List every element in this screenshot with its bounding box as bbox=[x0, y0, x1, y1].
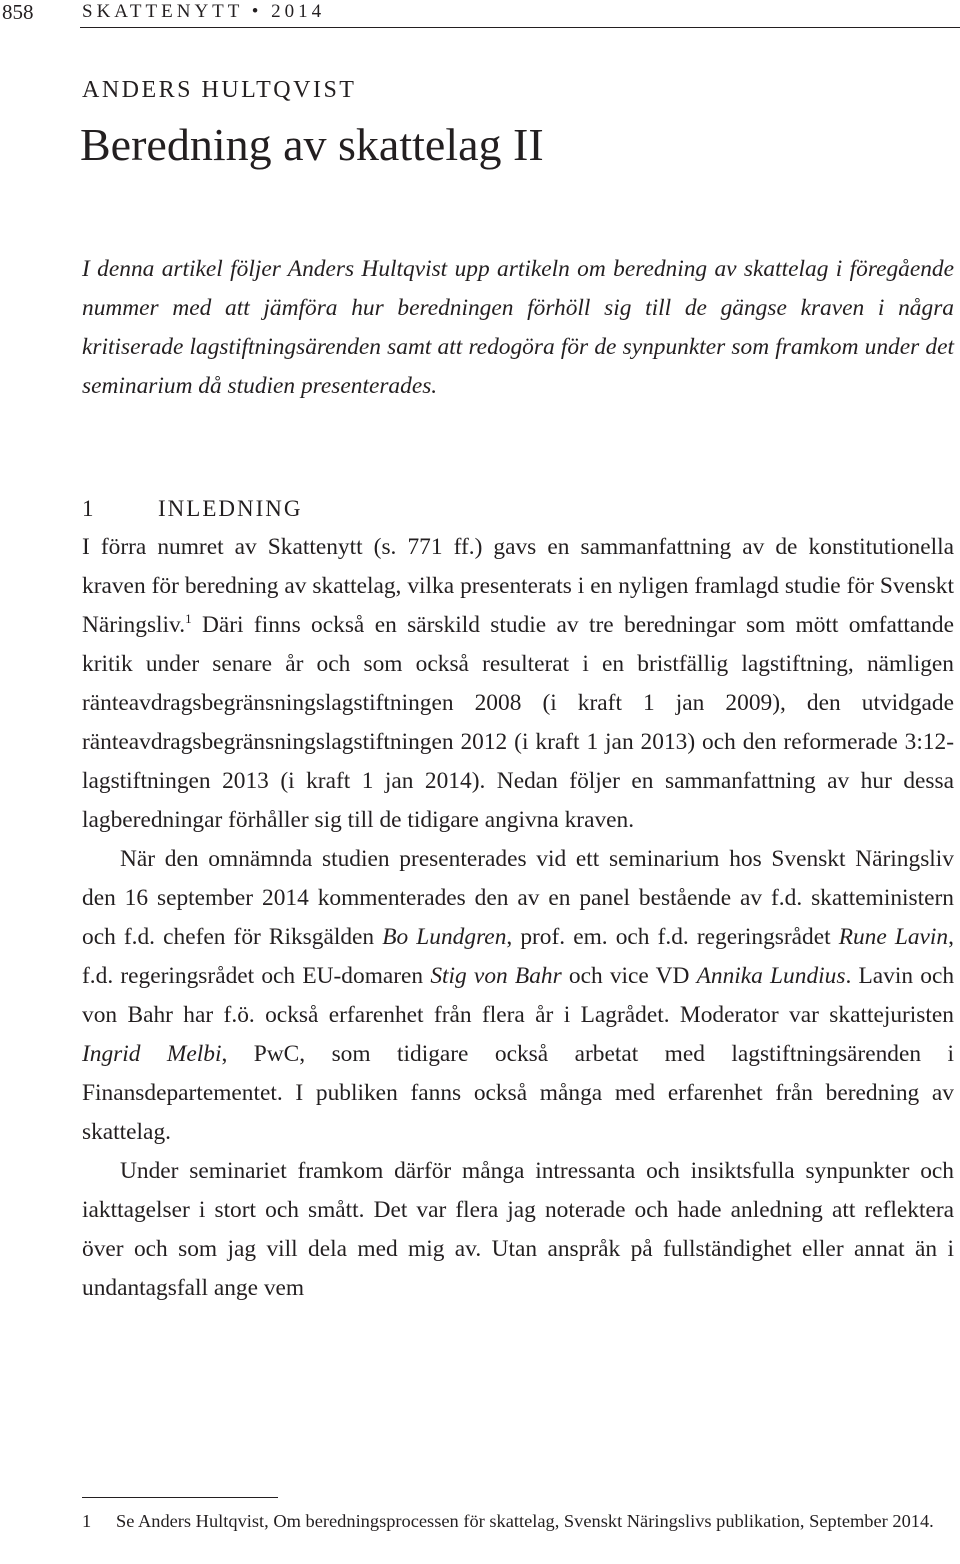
paragraph-1 bbox=[82, 528, 954, 840]
paragraph-1-part-a: I förra numret av Skattenytt (s. 771 ff.) gavs en sammanfattning av de konstitutionella kraven för beredning av skattelag, vilka presenterats i en nyligen framlagd studie för Svenskt Näringsliv. bbox=[82, 534, 954, 638]
paragraph-2-part-a: När den omnämnda studien presenterades vid ett seminarium hos Svenskt Näringsliv den 16 september 2014 kommenterades den av en panel bestående av f.d. skatteministern och f.d. chefen för Riksgälden bbox=[82, 846, 954, 950]
person-name-annika-lundius: Annika Lundius bbox=[696, 963, 846, 989]
page-number: 858 bbox=[2, 0, 34, 24]
section-heading bbox=[82, 489, 302, 528]
page-header bbox=[0, 0, 960, 26]
footnote-number: 1 bbox=[82, 1511, 92, 1531]
person-name-ingrid-melbi: Ingrid Melbi bbox=[82, 1041, 222, 1067]
article-title: Beredning av skattelag II bbox=[80, 119, 544, 170]
footnote-rule bbox=[82, 1497, 278, 1498]
section-title: INLEDNING bbox=[158, 496, 303, 521]
paragraph-3: Under seminariet framkom därför många intressanta och insiktsfulla synpunkter och iakttagelser i stort och smått. Det var flera jag noterade och hade anledning att reflektera över och som jag vill dela med mig av. Utan anspråk på fullständighet eller annat än i undantagsfall ange vem bbox=[82, 1158, 954, 1301]
article-abstract: I denna artikel följer Anders Hultqvist upp artikeln om beredning av skattelag i föregående nummer med att jämföra hur beredningen förhöll sig till de gängse kraven i några kritiserade lagstiftningsärenden samt att redogöra för de synpunkter som framkom under det seminarium då studien presenterades. bbox=[82, 256, 954, 399]
person-name-bo-lundgren: Bo Lundgren bbox=[382, 924, 507, 950]
footnote bbox=[82, 1505, 954, 1538]
paragraph-2-part-e: . Lavin och von Bahr har f.ö. också erfarenhet från flera år i Lagrådet. Moderator var skattejuristen bbox=[82, 963, 955, 1028]
footnote-reference: 1 bbox=[185, 611, 192, 627]
paragraph-2 bbox=[82, 840, 954, 1152]
paragraph-1-part-b: Däri finns också en särskild studie av tre beredningar som mött omfattande kritik under senare år och som också resulterat i en bristfällig lagstiftning, nämligen ränteavdragsbegränsningslagstiftningen 2008 (i kraft 1 jan 2009), den utvidgade ränteavdragsbegränsningslagstiftningen 2012 (i kraft 1 jan 2013) och den reformerade 3:12-lagstiftningen 2013 (i kraft 1 jan 2014). Nedan följer en sammanfattning av hur dessa lagberedningar förhåller sig till de tidigare angivna kraven. bbox=[82, 612, 954, 833]
running-head: SKATTENYTT • 2014 bbox=[82, 1, 326, 22]
paragraph-2-part-b: , prof. em. och f.d. regeringsrådet bbox=[506, 924, 839, 950]
person-name-stig-von-bahr: Stig von Bahr bbox=[430, 963, 562, 989]
person-name-rune-lavin: Rune Lavin bbox=[838, 924, 949, 950]
section-number: 1 bbox=[82, 496, 96, 521]
footnote-text: Se Anders Hultqvist, Om beredningsprocessen för skattelag, Svenskt Näringslivs publikation, September 2014. bbox=[116, 1511, 934, 1531]
article-author: ANDERS HULTQVIST bbox=[82, 77, 357, 103]
paragraph-2-part-d: och vice VD bbox=[561, 963, 697, 989]
body-text bbox=[82, 528, 954, 1308]
paragraph-2-part-c: , f.d. regeringsrådet och EU-domaren bbox=[82, 924, 954, 989]
paragraph-2-part-f: , PwC, som tidigare också arbetat med lagstiftningsärenden i Finansdepartementet. I publiken fanns också många med erfarenhet från beredning av skattelag. bbox=[82, 1041, 954, 1145]
header-rule bbox=[80, 27, 960, 28]
